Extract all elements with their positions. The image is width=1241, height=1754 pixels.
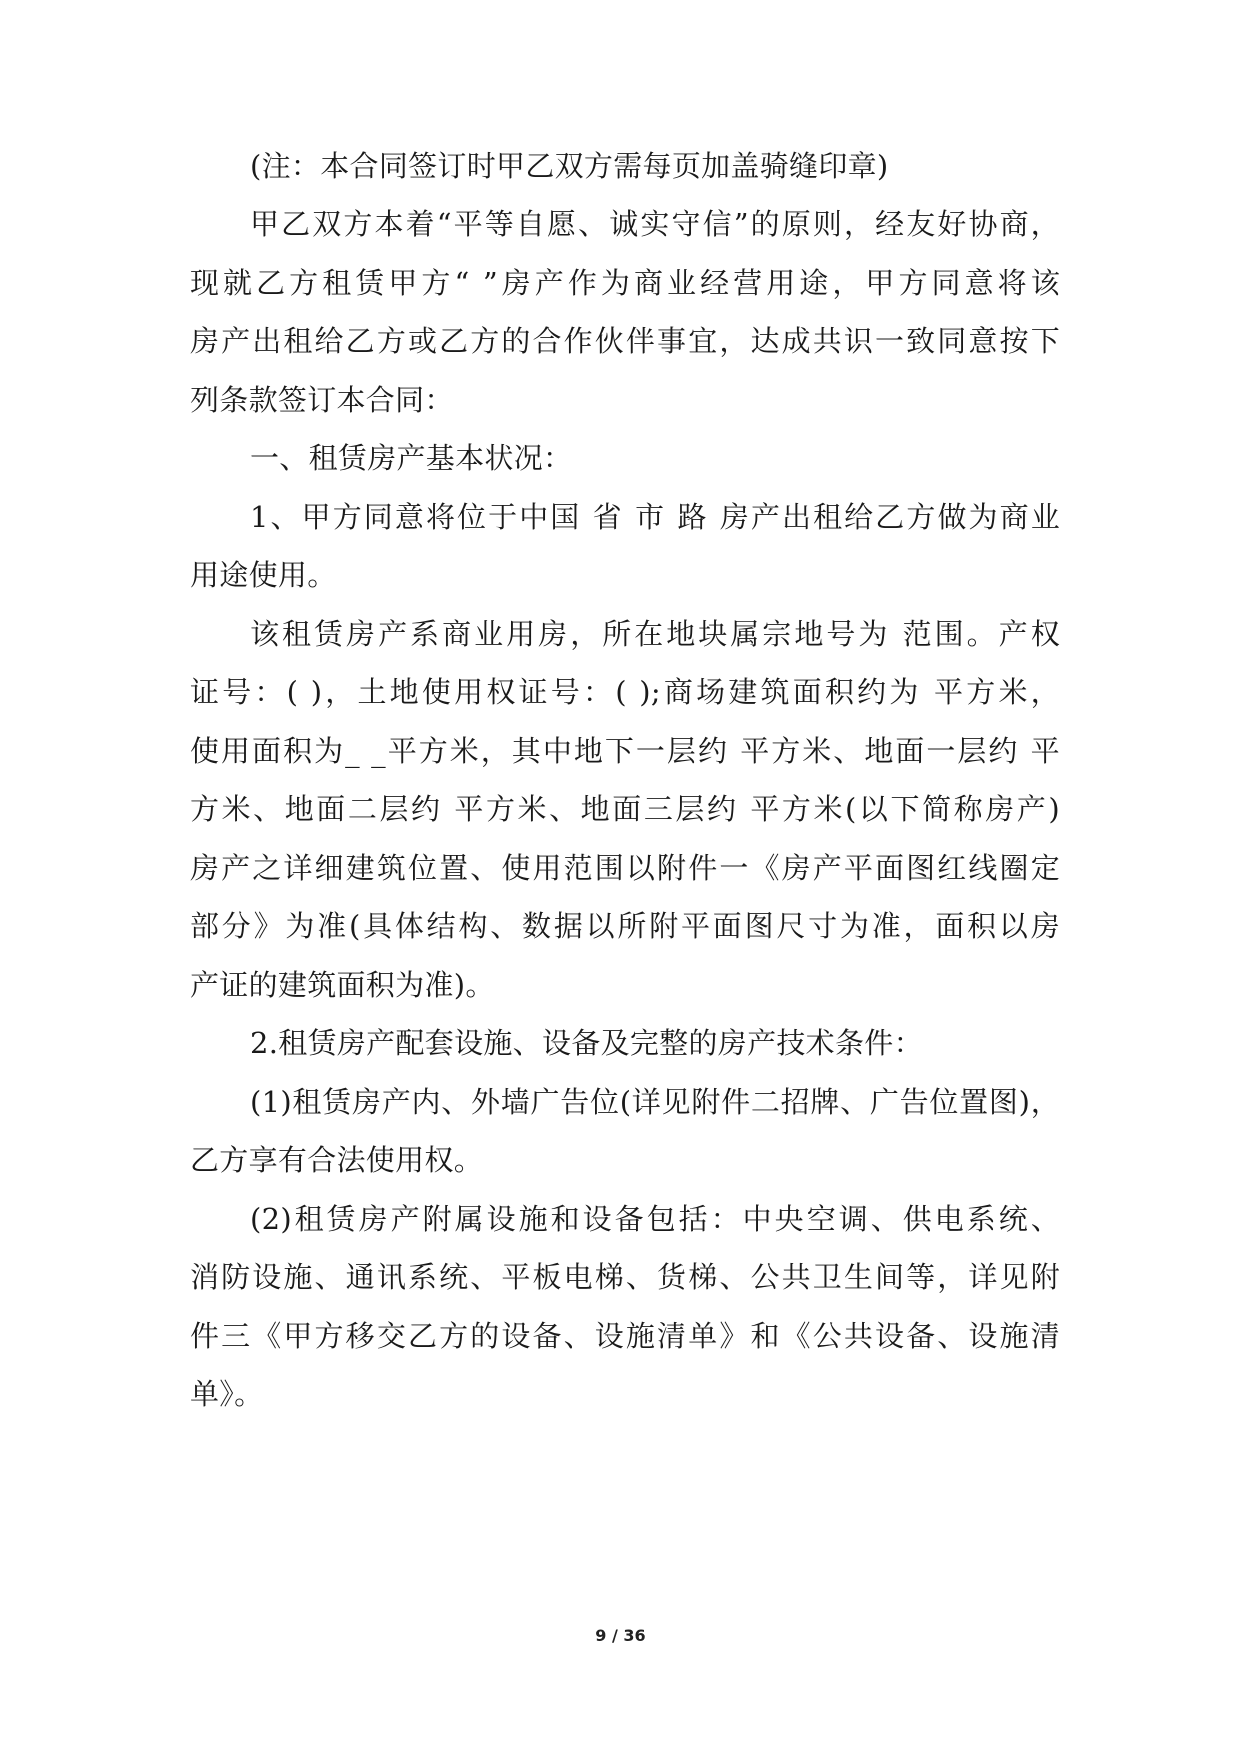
- paragraph-line: 件三《甲方移交乙方的设备、设施清单》和《公共设备、设施清: [190, 1319, 1060, 1353]
- paragraph-line: 房产出租给乙方或乙方的合作伙伴事宜，达成共识一致同意按下: [190, 324, 1060, 358]
- paragraph-line: 消防设施、通讯系统、平板电梯、货梯、公共卫生间等，详见附: [190, 1260, 1060, 1294]
- paragraph-line: 使用面积为_ _平方米，其中地下一层约 平方米、地面一层约 平: [190, 734, 1060, 768]
- page-number: 9 / 36: [595, 1626, 646, 1645]
- paragraph-line: 甲乙双方本着“平等自愿、诚实守信”的原则，经友好协商，: [250, 207, 1060, 241]
- paragraph-line: 部分》为准(具体结构、数据以所附平面图尺寸为准，面积以房: [190, 909, 1060, 943]
- paragraph-line: 现就乙方租赁甲方“ ”房产作为商业经营用途，甲方同意将该: [190, 266, 1060, 300]
- note-line: (注：本合同签订时甲乙双方需每页加盖骑缝印章): [250, 149, 889, 183]
- paragraph-line: 列条款签订本合同：: [190, 383, 454, 417]
- section-heading: 一、租赁房产基本状况：: [250, 441, 573, 475]
- paragraph-line: 产证的建筑面积为准)。: [190, 968, 495, 1002]
- paragraph-line: (1)租赁房产内、外墙广告位(详见附件二招牌、广告位置图)，: [250, 1085, 1060, 1119]
- paragraph-line: 该租赁房产系商业用房，所在地块属宗地号为 范围。产权: [250, 617, 1060, 651]
- paragraph-line: 用途使用。: [190, 558, 337, 592]
- paragraph-line: (2)租赁房产附属设施和设备包括：中央空调、供电系统、: [250, 1202, 1060, 1236]
- section-heading: 2.租赁房产配套设施、设备及完整的房产技术条件：: [250, 1026, 923, 1060]
- paragraph-line: 单》。: [190, 1377, 264, 1411]
- paragraph-line: 乙方享有合法使用权。: [190, 1143, 484, 1177]
- paragraph-line: 房产之详细建筑位置、使用范围以附件一《房产平面图红线圈定: [190, 851, 1060, 885]
- paragraph-line: 1、甲方同意将位于中国 省 市 路 房产出租给乙方做为商业: [250, 500, 1060, 534]
- paragraph-line: 证号：( )，土地使用权证号：( );商场建筑面积约为 平方米，: [190, 675, 1060, 709]
- paragraph-line: 方米、地面二层约 平方米、地面三层约 平方米(以下简称房产): [190, 792, 1060, 826]
